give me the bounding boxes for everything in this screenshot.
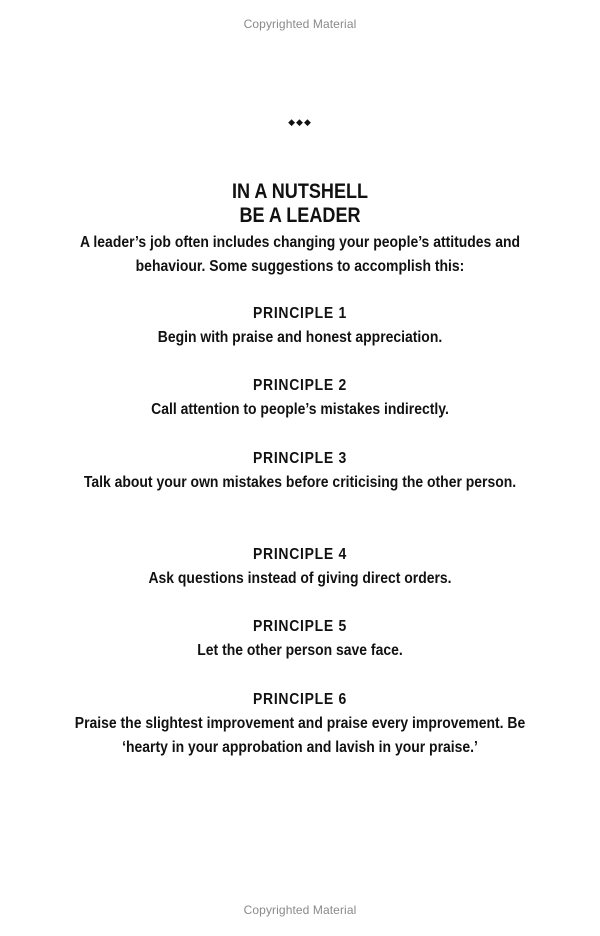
principle-6-title: PRINCIPLE 6 (253, 691, 347, 708)
principle-6-text: Praise the slightest improvement and praise every improvement. Be ‘hearty in your approbation and lavish in your praise.’ (74, 715, 526, 756)
principle-2-title: PRINCIPLE 2 (253, 377, 347, 394)
principle-5-title: PRINCIPLE 5 (253, 618, 347, 635)
principle-2-text: Call attention to people’s mistakes indirectly. (151, 401, 449, 418)
principle-4-title: PRINCIPLE 4 (253, 546, 347, 563)
intro-paragraph: A leader’s job often includes changing your people’s attitudes and behaviour. Some suggestions to accomplish this: (79, 234, 521, 275)
diamond-ornament-icon: ◆◆◆ (288, 117, 312, 127)
copyright-watermark-top: Copyrighted Material (243, 17, 357, 31)
principle-4-text: Ask questions instead of giving direct orders. (148, 570, 452, 587)
copyright-watermark-bottom: Copyrighted Material (243, 903, 357, 917)
principle-5-text: Let the other person save face. (197, 642, 403, 659)
principle-3-title: PRINCIPLE 3 (253, 450, 347, 467)
principle-3-text: Talk about your own mistakes before criticising the other person. (83, 474, 517, 491)
principle-1-text: Begin with praise and honest appreciation. (157, 329, 443, 346)
section-heading-line2: BE A LEADER (239, 204, 361, 227)
principle-1-title: PRINCIPLE 1 (253, 305, 347, 322)
section-heading-line1: IN A NUTSHELL (231, 180, 369, 203)
